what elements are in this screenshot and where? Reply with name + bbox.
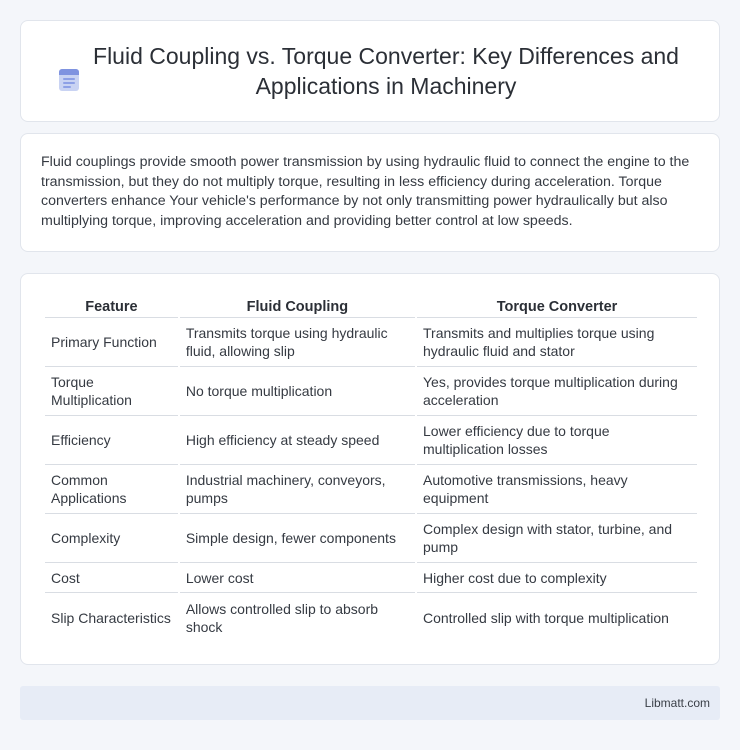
column-header-fluid-coupling: Fluid Coupling <box>180 294 415 318</box>
page-title: Fluid Coupling vs. Torque Converter: Key Differences and Applications in Machinery <box>93 43 679 99</box>
table-cell: High efficiency at steady speed <box>180 416 415 465</box>
table-cell: Common Applications <box>45 465 178 514</box>
table-row <box>45 318 697 367</box>
table-row <box>45 563 697 593</box>
table-row <box>45 465 697 514</box>
table-row <box>45 593 697 642</box>
table-cell: Lower cost <box>180 563 415 593</box>
table-cell: Complex design with stator, turbine, and pump <box>417 514 697 563</box>
table-cell: Cost <box>45 563 178 593</box>
title-row <box>40 41 700 101</box>
table-cell: Transmits and multiplies torque using hydraulic fluid and stator <box>417 318 697 367</box>
column-header-feature: Feature <box>45 294 178 318</box>
table-cell: Yes, provides torque multiplication during acceleration <box>417 367 697 416</box>
table-cell: Automotive transmissions, heavy equipment <box>417 465 697 514</box>
table-cell: Higher cost due to complexity <box>417 563 697 593</box>
table-cell: No torque multiplication <box>180 367 415 416</box>
footer-bar <box>20 686 720 720</box>
table-cell: Industrial machinery, conveyors, pumps <box>180 465 415 514</box>
intro-card <box>20 133 720 252</box>
table-cell: Transmits torque using hydraulic fluid, allowing slip <box>180 318 415 367</box>
table-cell: Complexity <box>45 514 178 563</box>
table-cell: Simple design, fewer components <box>180 514 415 563</box>
comparison-table-card <box>20 273 720 665</box>
table-cell: Allows controlled slip to absorb shock <box>185 600 379 635</box>
table-cell: Lower efficiency due to torque multiplication losses <box>417 416 697 465</box>
footer-site-link[interactable]: Libmatt.com <box>644 696 710 710</box>
column-header-torque-converter: Torque Converter <box>417 294 697 318</box>
table-header-row <box>45 294 697 318</box>
table-cell: Controlled slip with torque multiplication <box>423 609 669 626</box>
table-row <box>45 514 697 563</box>
table-cell: Slip Characteristics <box>51 609 171 626</box>
table-cell: Primary Function <box>45 318 178 367</box>
table-row <box>45 416 697 465</box>
title-card <box>20 20 720 122</box>
table-row <box>45 367 697 416</box>
intro-paragraph: Fluid couplings provide smooth power transmission by using hydraulic fluid to connect the engine to the transmission, but they do not multiply torque, resulting in less efficiency during acceleration. Torque converters enhance Your vehicle's performance by not only transmitting power hydraulically but also multiplying torque, improving acceleration and providing better control at low speeds. <box>41 154 690 229</box>
table-cell: Efficiency <box>45 416 178 465</box>
table-cell: Torque Multiplication <box>45 367 178 416</box>
comparison-table <box>43 294 699 642</box>
